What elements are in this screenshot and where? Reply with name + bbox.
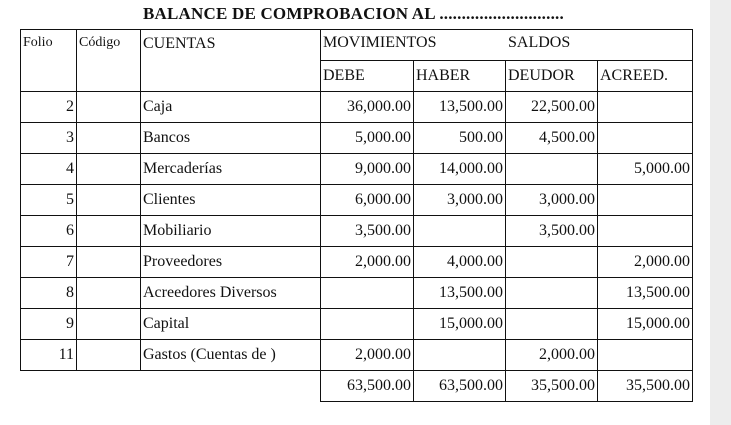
cell-codigo — [77, 247, 141, 278]
cell-codigo — [77, 185, 141, 216]
cell-acreedor: 5,000.00 — [598, 154, 693, 185]
cell-cuenta: Capital — [141, 309, 321, 340]
table-row — [21, 247, 693, 278]
header-saldos: SALDOS — [508, 34, 571, 51]
trial-balance-table — [20, 29, 693, 402]
cell-deudor: 4,500.00 — [506, 123, 598, 154]
cell-folio: 11 — [21, 340, 77, 371]
header-haber: HABER — [414, 61, 506, 92]
cell-cuenta: Mercaderías — [141, 154, 321, 185]
header-movimientos: MOVIMIENTOS — [323, 34, 437, 51]
cell-deudor: 3,500.00 — [506, 216, 598, 247]
cell-haber: 15,000.00 — [414, 309, 506, 340]
cell-debe: 36,000.00 — [321, 92, 414, 123]
header-debe: DEBE — [321, 61, 414, 92]
totals-blank — [141, 371, 321, 402]
cell-deudor — [506, 309, 598, 340]
cell-codigo — [77, 309, 141, 340]
total-debe: 63,500.00 — [321, 371, 414, 402]
cell-codigo — [77, 216, 141, 247]
cell-haber: 4,000.00 — [414, 247, 506, 278]
cell-deudor — [506, 247, 598, 278]
cell-debe: 3,500.00 — [321, 216, 414, 247]
header-group — [321, 30, 693, 61]
cell-acreedor: 2,000.00 — [598, 247, 693, 278]
cell-deudor — [506, 154, 598, 185]
cell-deudor — [506, 278, 598, 309]
header-folio: Folio — [21, 30, 77, 92]
cell-cuenta: Acreedores Diversos — [141, 278, 321, 309]
cell-acreedor: 13,500.00 — [598, 278, 693, 309]
cell-deudor: 2,000.00 — [506, 340, 598, 371]
cell-debe — [321, 278, 414, 309]
cell-folio: 5 — [21, 185, 77, 216]
cell-folio: 8 — [21, 278, 77, 309]
totals-row — [21, 371, 693, 402]
table-row — [21, 92, 693, 123]
cell-cuenta: Clientes — [141, 185, 321, 216]
cell-folio: 7 — [21, 247, 77, 278]
table-row — [21, 340, 693, 371]
cell-acreedor — [598, 185, 693, 216]
cell-acreedor — [598, 216, 693, 247]
cell-haber: 500.00 — [414, 123, 506, 154]
total-haber: 63,500.00 — [414, 371, 506, 402]
cell-codigo — [77, 278, 141, 309]
table-row — [21, 154, 693, 185]
cell-folio: 9 — [21, 309, 77, 340]
cell-cuenta: Caja — [141, 92, 321, 123]
cell-debe: 2,000.00 — [321, 340, 414, 371]
cell-folio: 2 — [21, 92, 77, 123]
cell-debe: 5,000.00 — [321, 123, 414, 154]
header-row-top — [21, 30, 693, 61]
cell-acreedor: 15,000.00 — [598, 309, 693, 340]
totals-blank — [77, 371, 141, 402]
total-deudor: 35,500.00 — [506, 371, 598, 402]
cell-haber: 13,500.00 — [414, 278, 506, 309]
header-deudor: DEUDOR — [506, 61, 598, 92]
cell-debe: 2,000.00 — [321, 247, 414, 278]
cell-debe: 6,000.00 — [321, 185, 414, 216]
cell-deudor: 3,000.00 — [506, 185, 598, 216]
cell-folio: 6 — [21, 216, 77, 247]
cell-folio: 3 — [21, 123, 77, 154]
cell-folio: 4 — [21, 154, 77, 185]
cell-haber — [414, 216, 506, 247]
cell-haber: 13,500.00 — [414, 92, 506, 123]
cell-codigo — [77, 123, 141, 154]
cell-codigo — [77, 340, 141, 371]
cell-haber — [414, 340, 506, 371]
cell-codigo — [77, 154, 141, 185]
header-codigo: Código — [77, 30, 141, 92]
table-row — [21, 123, 693, 154]
cell-acreedor — [598, 92, 693, 123]
cell-haber: 14,000.00 — [414, 154, 506, 185]
header-cuentas: CUENTAS — [141, 30, 321, 92]
cell-cuenta: Mobiliario — [141, 216, 321, 247]
cell-debe: 9,000.00 — [321, 154, 414, 185]
table-row — [21, 185, 693, 216]
cell-cuenta: Gastos (Cuentas de ) — [141, 340, 321, 371]
cell-acreedor — [598, 340, 693, 371]
cell-codigo — [77, 92, 141, 123]
page-title: BALANCE DE COMPROBACION AL ............................ — [143, 4, 564, 23]
cell-haber: 3,000.00 — [414, 185, 506, 216]
total-acreedor: 35,500.00 — [598, 371, 693, 402]
header-acreedor: ACREED. — [598, 61, 693, 92]
cell-acreedor — [598, 123, 693, 154]
table-row — [21, 309, 693, 340]
blank-patch — [5, 388, 65, 422]
cell-cuenta: Bancos — [141, 123, 321, 154]
cell-debe — [321, 309, 414, 340]
table-row — [21, 216, 693, 247]
table-row — [21, 278, 693, 309]
cell-deudor: 22,500.00 — [506, 92, 598, 123]
cell-cuenta: Proveedores — [141, 247, 321, 278]
